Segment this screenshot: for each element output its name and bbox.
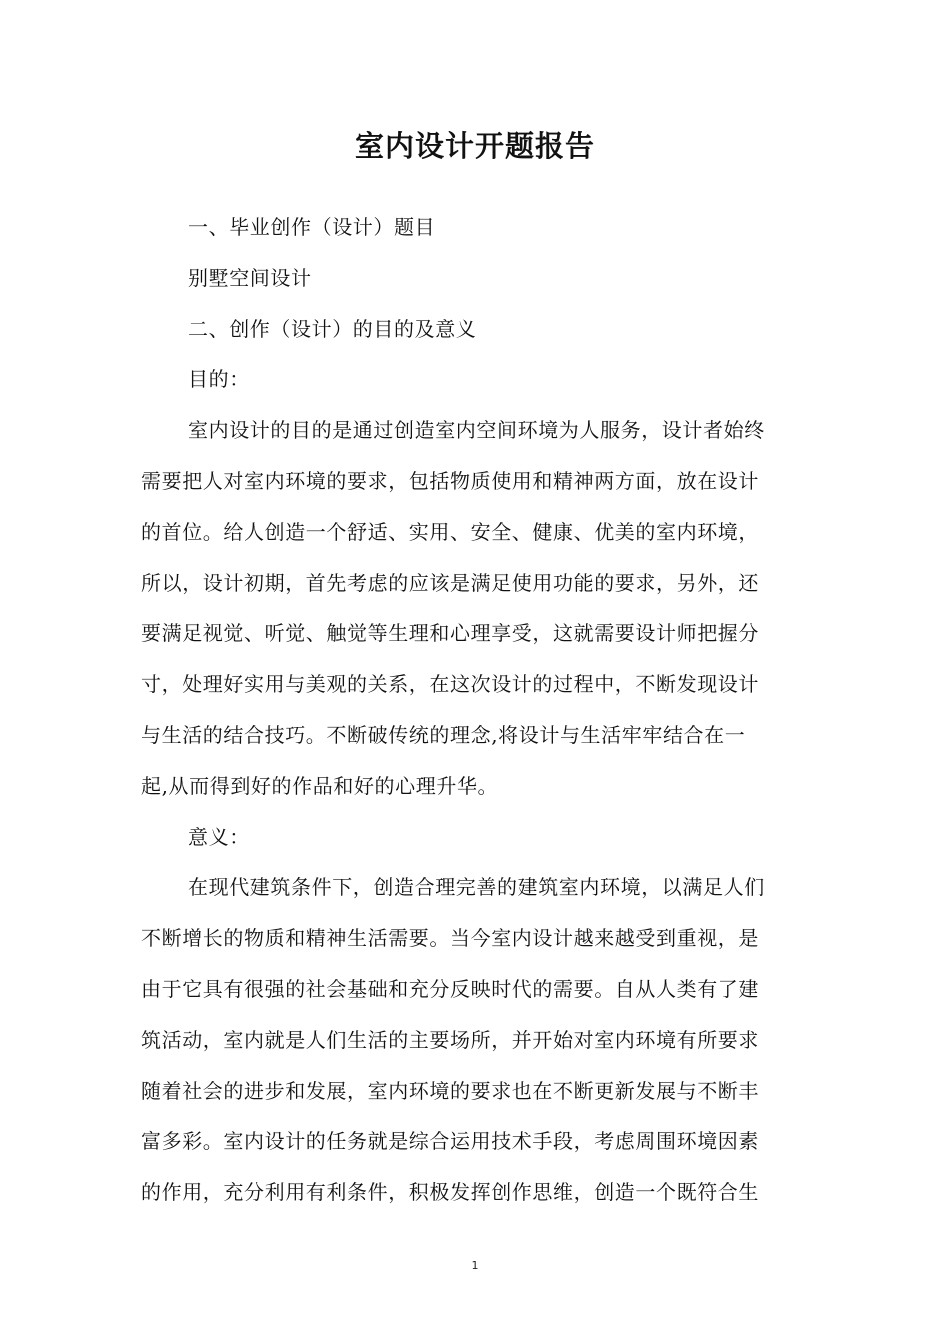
paragraph-line: 筑活动，室内就是人们生活的主要场所，并开始对室内环境有所要求 [141,1027,759,1052]
paragraph-line: 的首位。给人创造一个舒适、实用、安全、健康、优美的室内环境， [141,519,759,544]
subheading-purpose: 目的： [188,367,250,392]
topic-text: 别墅空间设计 [188,265,312,290]
paragraph-line: 在现代建筑条件下，创造合理完善的建筑室内环境，以满足人们 [188,875,765,900]
document-body [141,202,821,1218]
paragraph-line: 要满足视觉、听觉、触觉等生理和心理享受，这就需要设计师把握分 [141,621,759,646]
paragraph-line: 所以，设计初期，首先考虑的应该是满足使用功能的要求，另外，还 [141,570,759,595]
paragraph-line: 不断增长的物质和精神生活需要。当今室内设计越来越受到重视，是 [141,926,759,951]
paragraph-line: 需要把人对室内环境的要求，包括物质使用和精神两方面，放在设计 [141,468,759,493]
paragraph-line: 由于它具有很强的社会基础和充分反映时代的需要。自从人类有了建 [141,976,759,1001]
paragraph-line: 的作用，充分利用有利条件，积极发挥创作思维，创造一个既符合生 [141,1180,759,1205]
page-number: 1 [471,1259,479,1272]
paragraph-line: 富多彩。室内设计的任务就是综合运用技术手段，考虑周围环境因素 [141,1129,759,1154]
paragraph-line: 室内设计的目的是通过创造室内空间环境为人服务，设计者始终 [188,418,765,443]
paragraph-line: 随着社会的进步和发展，室内环境的要求也在不断更新发展与不断丰 [141,1078,759,1103]
paragraph-line: 寸，处理好实用与美观的关系，在这次设计的过程中，不断发现设计 [141,672,759,697]
document-title: 室内设计开题报告 [354,129,595,163]
paragraph-line: 与生活的结合技巧。不断破传统的理念,将设计与生活牢牢结合在一 [141,722,746,747]
section-heading-topic: 一、毕业创作（设计）题目 [188,215,436,239]
subheading-significance: 意义： [188,824,250,849]
paragraph-line: 起,从而得到好的作品和好的心理升华。 [141,773,499,798]
section-heading-purpose: 二、创作（设计）的目的及意义 [188,316,477,341]
